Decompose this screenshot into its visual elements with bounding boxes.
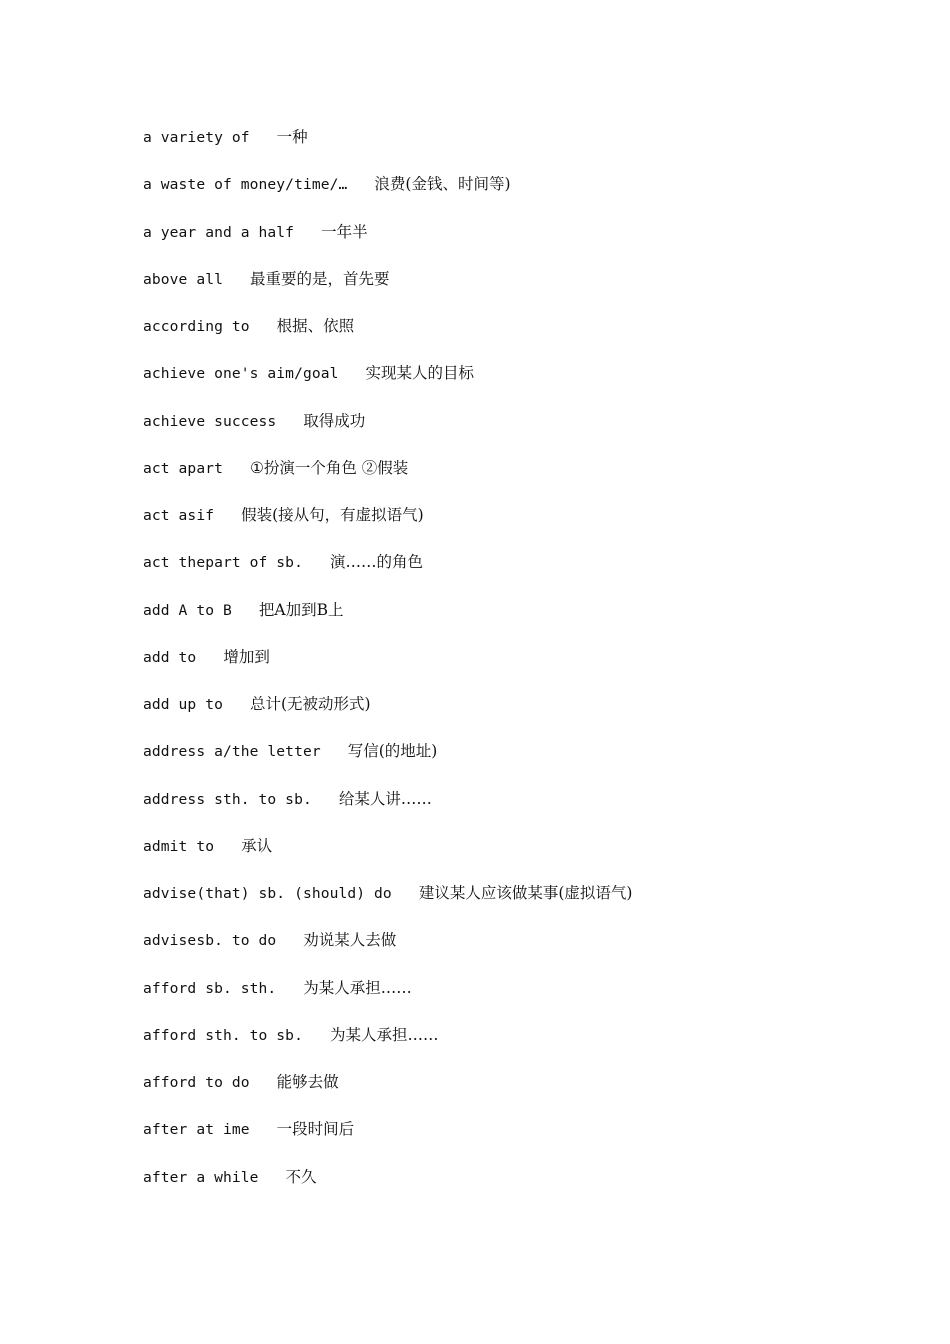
- meaning-text: 一种: [276, 128, 308, 146]
- list-item: [143, 361, 903, 408]
- meaning-text: 假装(接从句，有虚拟语气): [241, 506, 424, 524]
- phrase-text: afford to do: [143, 1074, 250, 1091]
- meaning-text: 建议某人应该做某事(虚拟语气): [418, 884, 633, 902]
- list-item: [143, 125, 903, 172]
- meaning-text: 把A加到B上: [258, 600, 344, 619]
- list-item: [143, 456, 903, 503]
- phrase-text: address sth. to sb.: [143, 790, 312, 808]
- phrase-text: advise(that) sb. (should) do: [143, 885, 392, 902]
- list-item: [143, 834, 903, 881]
- meaning-text: 写信(的地址): [347, 742, 438, 761]
- meaning-text: 最重要的是，首先要: [249, 269, 390, 288]
- meaning-text: 总计(无被动形式): [249, 695, 371, 713]
- phrase-text: a variety of: [143, 129, 250, 146]
- phrase-text: a year and a half: [143, 223, 295, 241]
- phrase-text: after a while: [143, 1168, 259, 1186]
- phrase-text: according to: [143, 318, 250, 335]
- meaning-text: 不久: [285, 1167, 317, 1186]
- meaning-text: 实现某人的目标: [365, 364, 475, 383]
- list-item: [143, 976, 903, 1023]
- list-item: [143, 692, 903, 739]
- meaning-text: 一年半: [321, 222, 368, 241]
- phrase-text: afford sb. sth.: [143, 979, 277, 997]
- list-item: [143, 598, 903, 645]
- meaning-text: 一段时间后: [276, 1120, 355, 1139]
- phrase-text: add up to: [143, 696, 223, 713]
- meaning-text: 增加到: [223, 647, 270, 666]
- meaning-text: 劝说某人去做: [303, 931, 397, 950]
- phrase-text: a waste of money/time/…: [143, 176, 348, 194]
- list-item: [143, 645, 903, 692]
- meaning-text: 演……的角色: [329, 553, 423, 572]
- phrase-text: after at ime: [143, 1121, 250, 1139]
- list-item: [143, 787, 903, 834]
- list-item: [143, 1070, 903, 1117]
- phrase-text: afford sth. to sb.: [143, 1026, 303, 1044]
- meaning-text: 取得成功: [303, 411, 366, 430]
- list-item: [143, 503, 903, 550]
- phrase-text: act thepart of sb.: [143, 554, 303, 572]
- list-item: [143, 172, 903, 219]
- phrase-text: advisesb. to do: [143, 932, 277, 950]
- phrase-text: act apart: [143, 459, 223, 477]
- list-item: [143, 409, 903, 456]
- list-item: [143, 881, 903, 928]
- list-item: [143, 220, 903, 267]
- list-item: [143, 1165, 903, 1212]
- meaning-text: 能够去做: [276, 1073, 339, 1091]
- meaning-text: 浪费(金钱、时间等): [374, 175, 511, 194]
- phrase-text: achieve success: [143, 412, 277, 430]
- phrase-text: add to: [143, 648, 197, 666]
- phrase-text: above all: [143, 270, 223, 288]
- phrase-text: admit to: [143, 837, 215, 855]
- meaning-text: 为某人承担……: [303, 978, 412, 997]
- phrase-text: add A to B: [143, 601, 232, 619]
- meaning-text: ①扮演一个角色 ②假装: [249, 458, 409, 477]
- list-item: [143, 314, 903, 361]
- list-item: [143, 739, 903, 786]
- list-item: [143, 550, 903, 597]
- phrase-text: address a/the letter: [143, 743, 321, 761]
- meaning-text: 根据、依照: [276, 317, 355, 335]
- phrase-text: act asif: [143, 507, 215, 524]
- phrase-text: achieve one's aim/goal: [143, 365, 339, 383]
- list-item: [143, 1117, 903, 1164]
- meaning-text: 为某人承担……: [329, 1025, 439, 1044]
- list-item: [143, 928, 903, 975]
- list-item: [143, 267, 903, 314]
- list-item: [143, 1023, 903, 1070]
- meaning-text: 给某人讲……: [338, 789, 432, 808]
- phrase-list: [143, 125, 903, 1212]
- meaning-text: 承认: [241, 836, 273, 855]
